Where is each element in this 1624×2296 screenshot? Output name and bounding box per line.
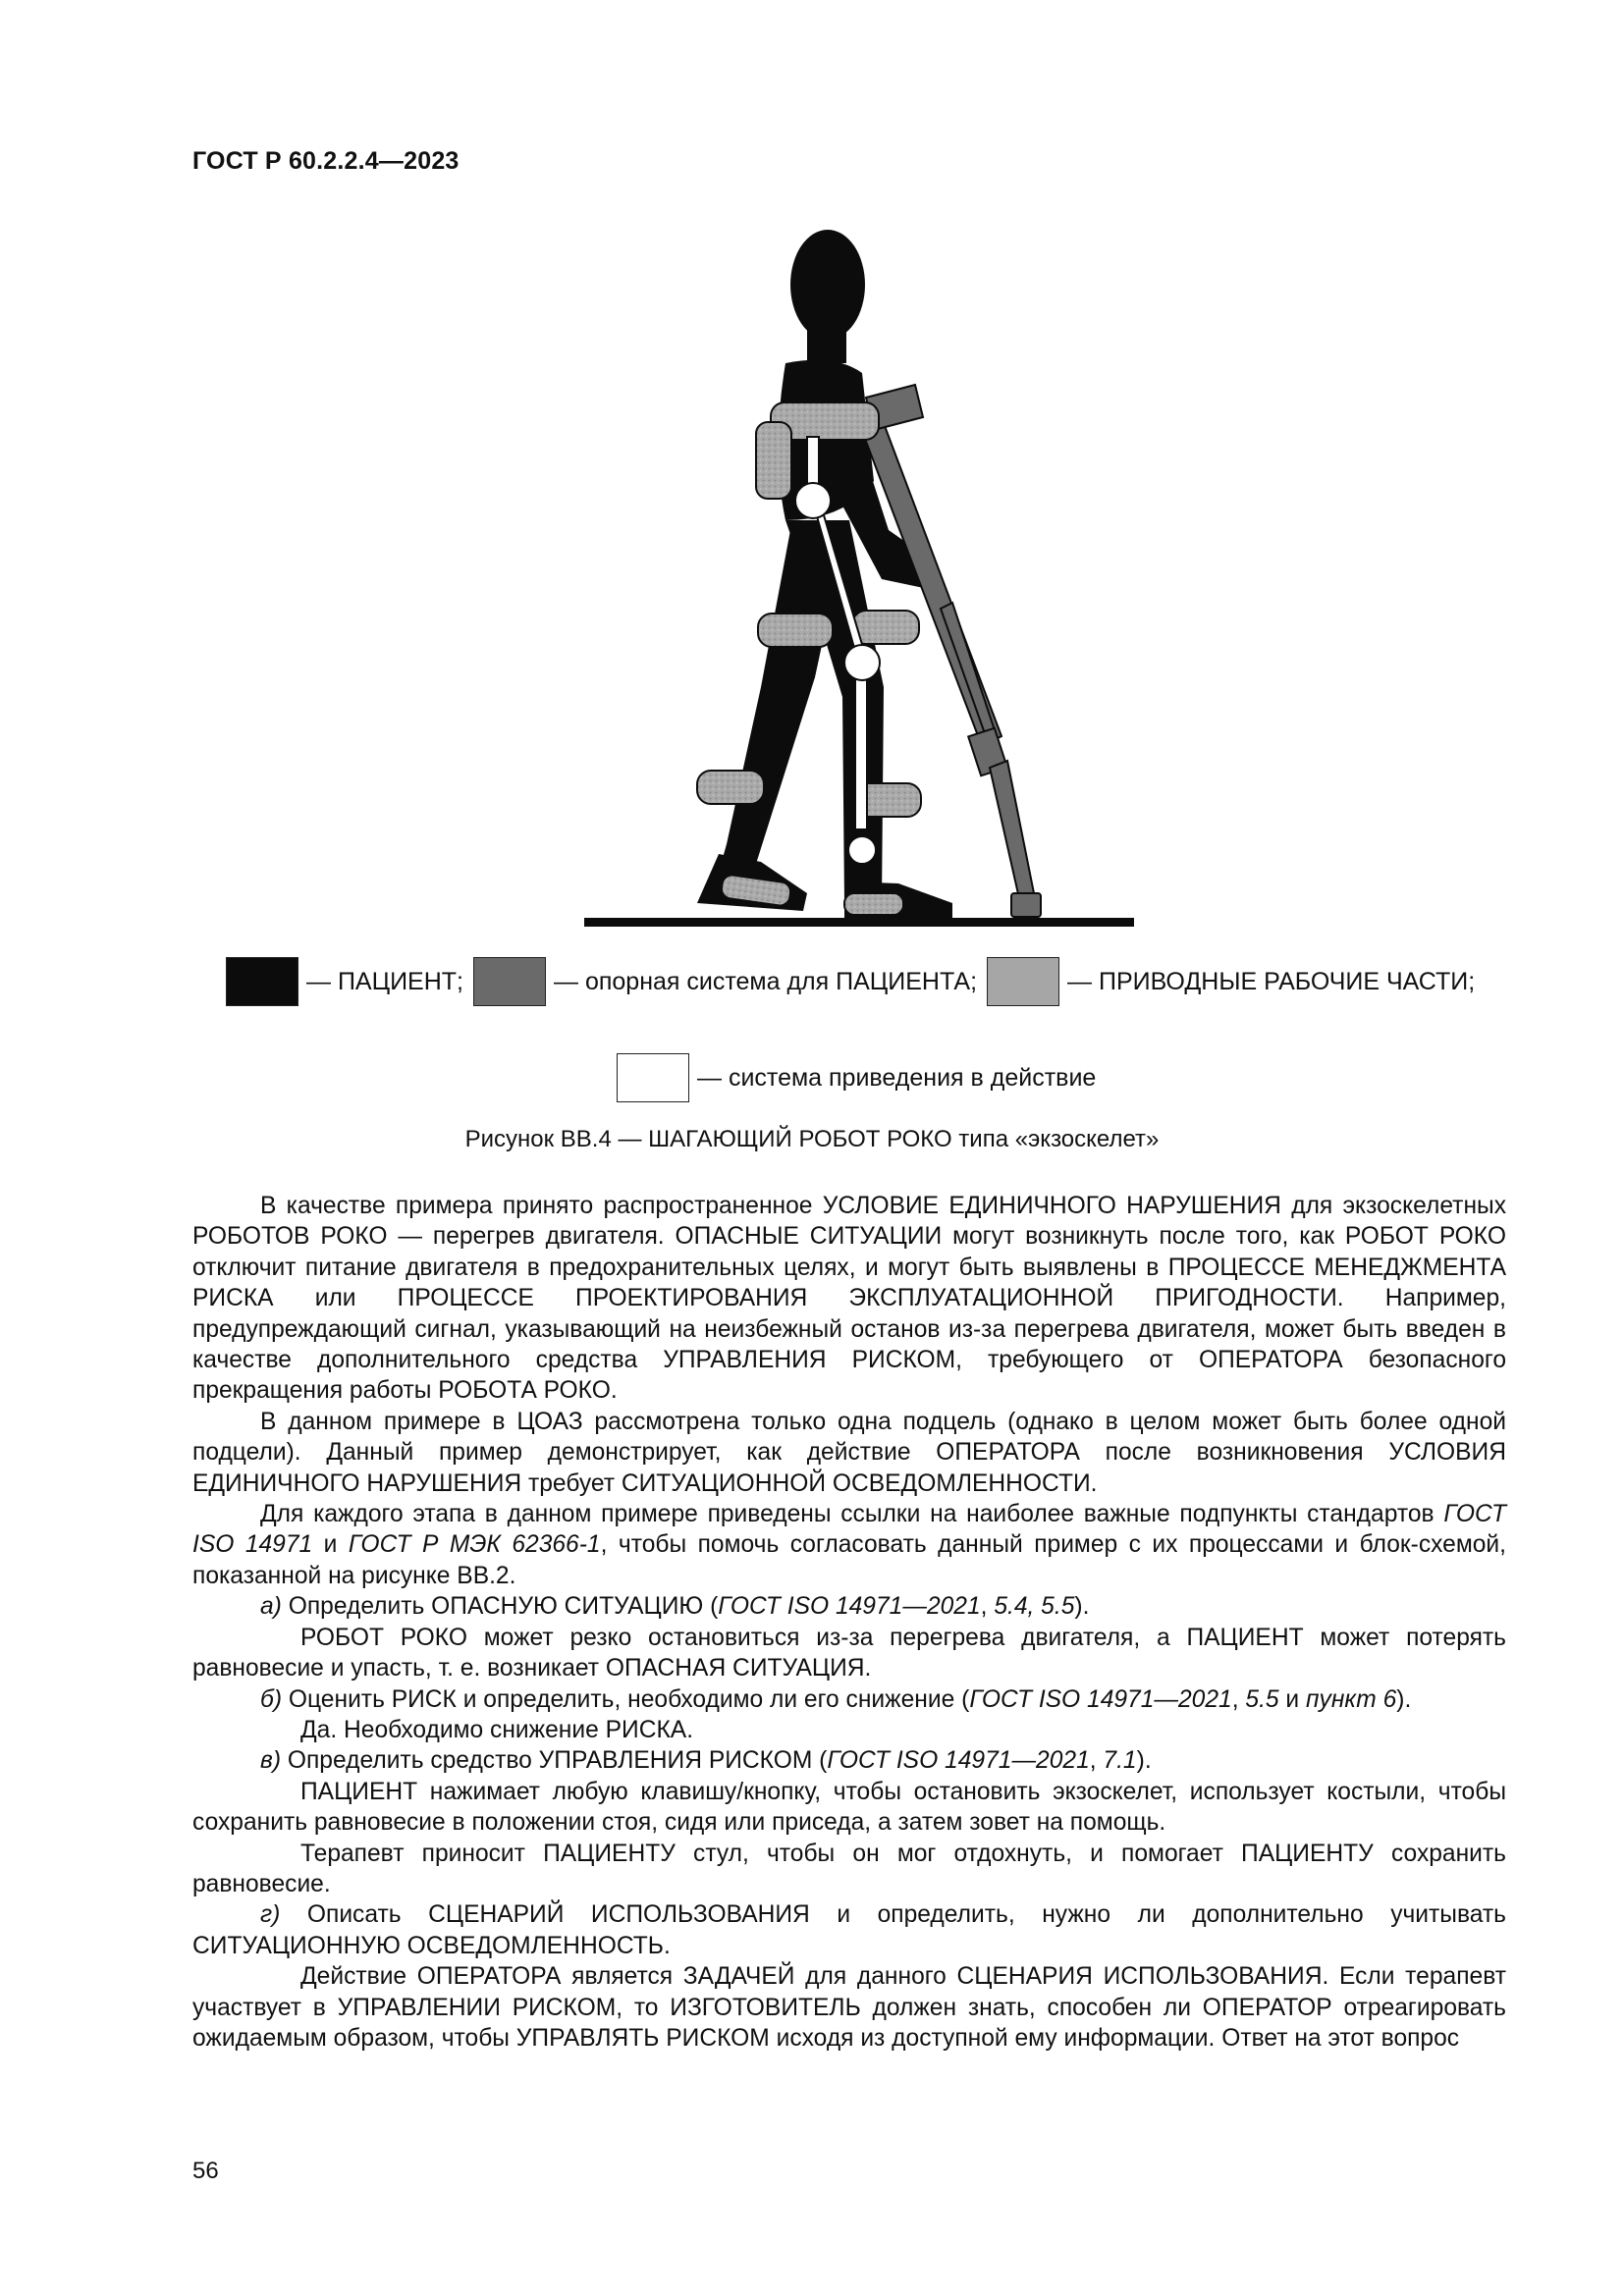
item-b-description: Да. Необходимо снижение РИСКА. (300, 1716, 694, 1743)
document-header: ГОСТ Р 60.2.2.4—2023 (192, 147, 460, 175)
item-g: г) Описать СЦЕНАРИЙ ИСПОЛЬЗОВАНИЯ и определить, нужно ли дополнительно учитывать СИТУАЦИОННУЮ ОСВЕДОМЛЕННОСТЬ. (192, 1901, 1506, 1959)
item-v-description-2: Терапевт приносит ПАЦИЕНТУ стул, чтобы он мог отдохнуть, и помогает ПАЦИЕНТУ сохранить равновесие. (192, 1840, 1506, 1897)
item-a-description: РОБОТ РОКО может резко остановиться из-за перегрева двигателя, а ПАЦИЕНТ может потерять равновесие и упасть, т. е. возникает ОПАСНАЯ СИТУАЦИЯ. (192, 1624, 1506, 1682)
page-number: 56 (192, 2158, 219, 2184)
paragraph-3: Для каждого этапа в данном примере приведены ссылки на наиболее важные подпункты стандартов ГОСТ ISO 14971 и ГОСТ Р МЭК 62366-1, чтобы помочь согласовать данный пример с их процессами и блок-схемой, показанной на рисунке ВВ.2. (192, 1501, 1506, 1589)
item-v-description-1: ПАЦИЕНТ нажимает любую клавишу/кнопку, чтобы остановить экзоскелет, использует костыли, чтобы сохранить равновесие в положении стоя, сидя или приседа, а затем зовет на помощь. (192, 1778, 1506, 1837)
paragraph-1: В качестве примера принято распространенное УСЛОВИЕ ЕДИНИЧНОГО НАРУШЕНИЯ для экзоскелетных РОБОТОВ РОКО — перегрев двигателя. ОПАСНЫЕ СИТУАЦИИ могут возникнуть после того, как РОБОТ РОКО отключит питание двигателя в предохранительных целях, и могут быть выявлены в ПРОЦЕССЕ МЕНЕДЖМЕНТА РИСКА или ПРОЦЕССЕ ПРОЕКТИРОВАНИЯ ЭКСПЛУАТАЦИОННОЙ ПРИГОДНОСТИ. Например, предупреждающий сигнал, указывающий на неизбежный останов из-за перегрева двигателя, может быть введен в качестве дополнительного средства УПРАВЛЕНИЯ РИСКОМ, требующего от ОПЕРАТОРА безопасного прекращения работы РОБОТА РОКО. (192, 1193, 1506, 1405)
item-g-description: Действие ОПЕРАТОРА является ЗАДАЧЕЙ для данного СЦЕНАРИЯ ИСПОЛЬЗОВАНИЯ. Если терапевт участвует в УПРАВЛЕНИИ РИСКОМ, то ИЗГОТОВИТЕЛЬ должен знать, способен ли ОПЕРАТОР отреагировать ожидаемым образом, чтобы УПРАВЛЯТЬ РИСКОМ исходя из доступной ему информации. Ответ на этот вопрос (192, 1963, 1506, 2052)
figure-caption: Рисунок ВВ.4 — ШАГАЮЩИЙ РОБОТ РОКО типа «экзоскелет» (464, 1126, 1160, 1152)
paragraph-2: В данном примере в ЦОАЗ рассмотрена только одна подцель (однако в целом может быть более одной подцели). Данный пример демонстрирует, как действие ОПЕРАТОРА после возникновения УСЛОВИЯ ЕДИНИЧНОГО НАРУШЕНИЯ требует СИТУАЦИОННОЙ ОСВЕДОМЛЕННОСТИ. (192, 1408, 1506, 1497)
exoskeleton-figure (550, 226, 1159, 933)
legend-applied-parts-label: — ПРИВОДНЫЕ РАБОЧИЕ ЧАСТИ; (1067, 967, 1476, 995)
applied-parts-swatch (987, 957, 1059, 1006)
legend-actuation-label: — система приведения в действие (697, 1063, 1097, 1092)
item-a: а) Определить ОПАСНУЮ СИТУАЦИЮ (ГОСТ ISO 14971—2021, 5.4, 5.5). (260, 1593, 1090, 1621)
legend-row-1 (226, 957, 1485, 1006)
item-b: б) Оценить РИСК и определить, необходимо ли его снижение (ГОСТ ISO 14971—2021, 5.5 и пункт 6). (260, 1685, 1412, 1713)
patient-swatch (226, 957, 298, 1006)
actuation-system-swatch (617, 1053, 689, 1102)
ground-line (584, 918, 1134, 927)
legend-support-label: — опорная система для ПАЦИЕНТА; (554, 967, 978, 995)
legend-row-2 (617, 1053, 1106, 1102)
legend-patient-label: — ПАЦИЕНТ; (306, 967, 463, 995)
item-v: в) Определить средство УПРАВЛЕНИЯ РИСКОМ (ГОСТ ISO 14971—2021, 7.1). (260, 1747, 1152, 1775)
body-text (192, 1191, 1506, 2054)
support-system-swatch (473, 957, 546, 1006)
